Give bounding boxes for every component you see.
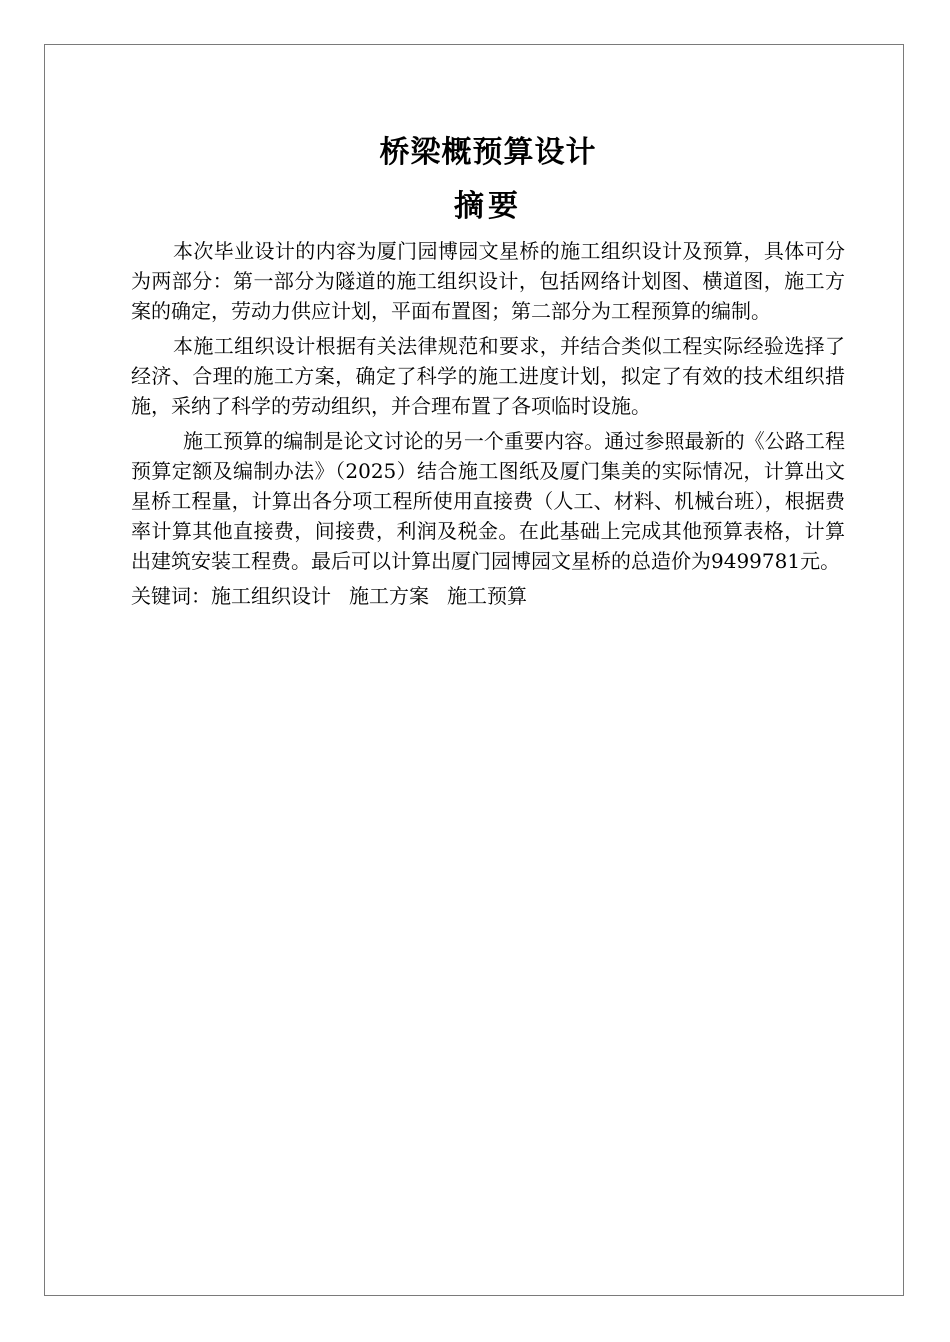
document-body [131, 130, 845, 611]
abstract-paragraph-3: 施工预算的编制是论文讨论的另一个重要内容。通过参照最新的《公路工程预算定额及编制办法》（2025）结合施工图纸及厦门集美的实际情况，计算出文星桥工程量，计算出各分项工程所使用直接费（人工、材料、机械台班），根据费率计算其他直接费，间接费，利润及税金。在此基础上完成其他预算表格，计算出建筑安装工程费。最后可以计算出厦门园博园文星桥的总造价为9499781元。 [131, 429, 845, 573]
keyword-1: 施工组织设计 [211, 584, 331, 608]
abstract-paragraph-1: 本次毕业设计的内容为厦门园博园文星桥的施工组织设计及预算，具体可分为两部分：第一部分为隧道的施工组织设计，包括网络计划图、横道图，施工方案的确定，劳动力供应计划，平面布置图；第二部分为工程预算的编制。 [131, 239, 845, 323]
abstract-paragraph-2: 本施工组织设计根据有关法律规范和要求，并结合类似工程实际经验选择了经济、合理的施工方案，确定了科学的施工进度计划，拟定了有效的技术组织措施，采纳了科学的劳动组织，并合理布置了各项临时设施。 [131, 334, 845, 418]
document-title: 桥梁概预算设计 [379, 135, 597, 170]
keywords-line [131, 581, 845, 611]
abstract-heading: 摘要 [454, 189, 522, 224]
keywords-label: 关键词： [131, 584, 211, 608]
keyword-2: 施工方案 [349, 584, 429, 608]
keyword-3: 施工预算 [447, 584, 527, 608]
